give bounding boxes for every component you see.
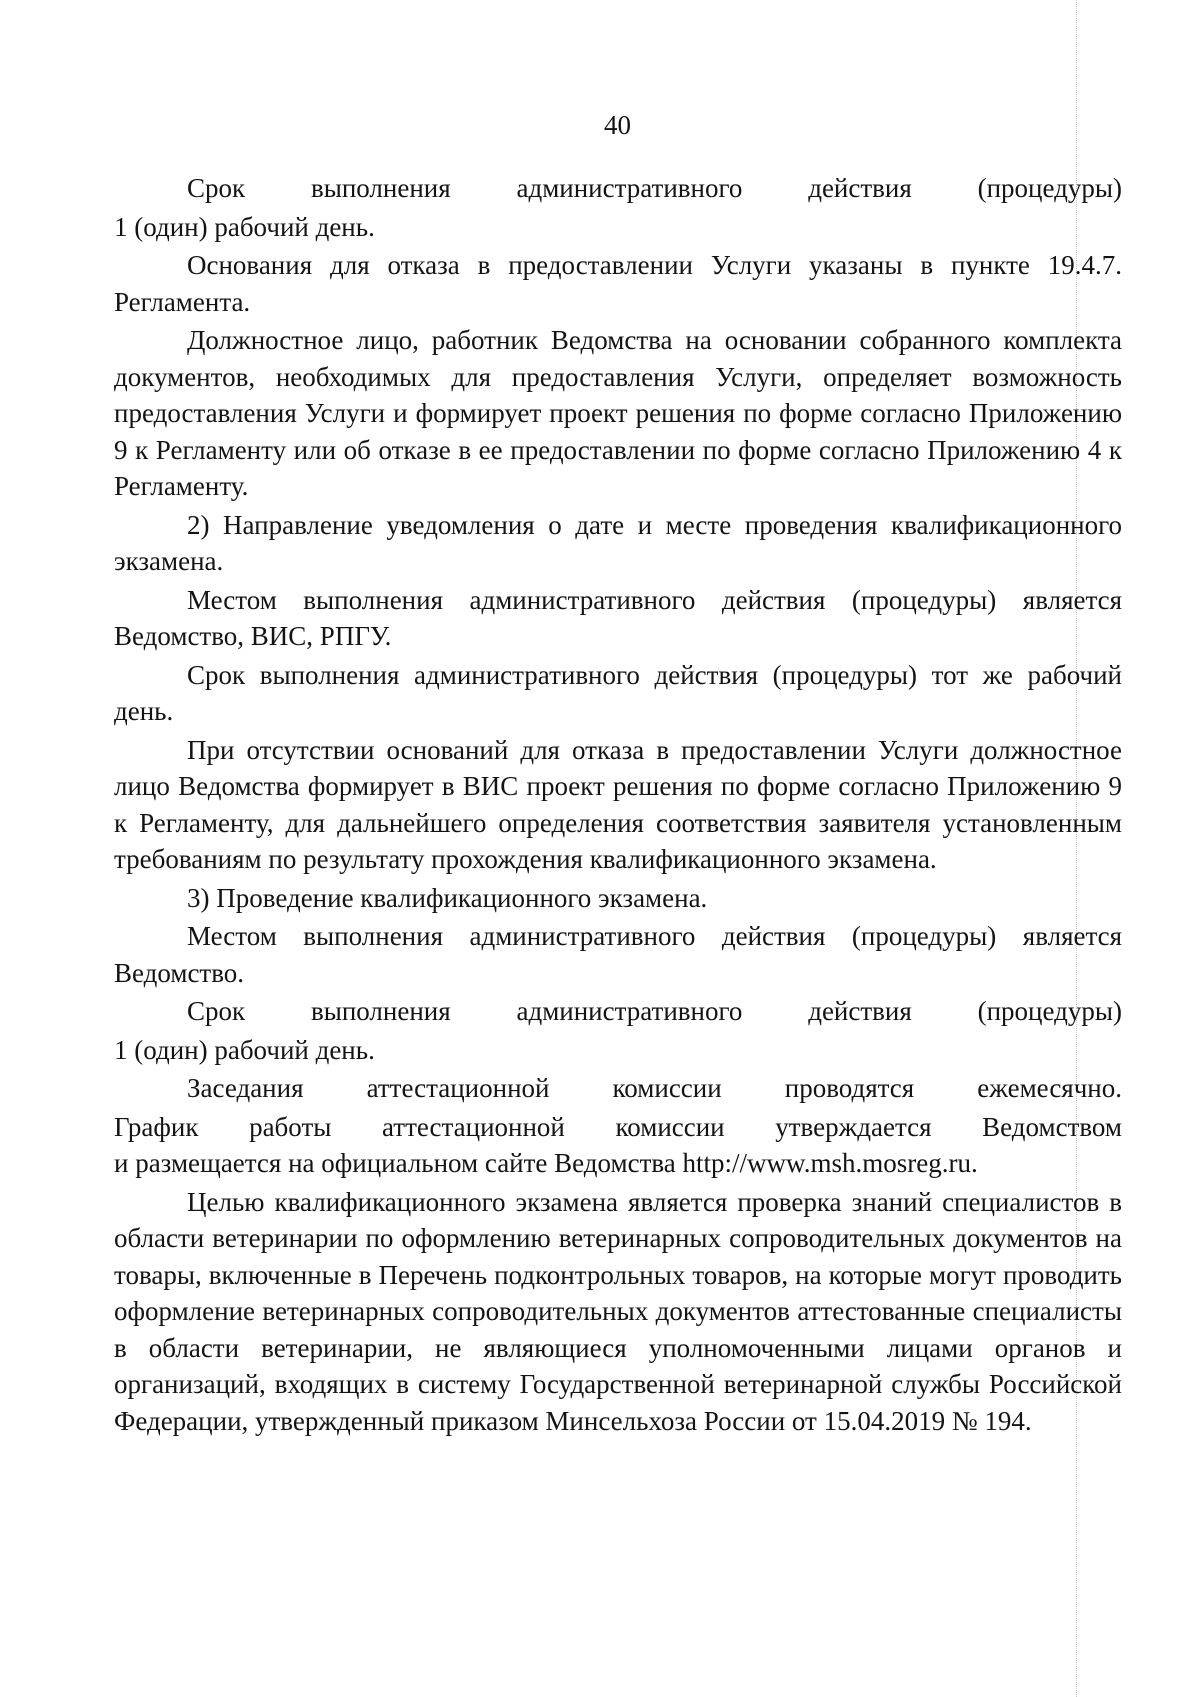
paragraph-10-line-1: Срок выполнения административного действия (процедуры)	[187, 996, 1122, 1026]
paragraph: При отсутствии оснований для отказа в предоставлении Услуги должностное лицо Ведомства формирует в ВИС проект решения по форме согласно Приложению 9 к Регламенту, для дальнейшего определения соответствия заявителя установленным требованиям по результату прохождения квалификационного экзамена.	[114, 734, 1122, 874]
paragraph: Срок выполнения административного действия (процедуры) тот же рабочий день.	[114, 659, 1122, 726]
paragraph: Местом выполнения административного действия (процедуры) является Ведомство.	[114, 921, 1122, 988]
paragraph-11-line-1: Заседания аттестационной комиссии проводятся ежемесячно.	[187, 1073, 1122, 1103]
paragraph-1-line-2: 1 (один) рабочий день.	[114, 211, 375, 242]
paragraph-1-line-1: Срок выполнения административного действия (процедуры)	[187, 173, 1122, 203]
paragraph-11-line-3: и размещается на официальном сайте Ведомства http://www.msh.mosreg.ru.	[114, 1148, 978, 1178]
paragraph: Основания для отказа в предоставлении Услуги указаны в пункте 19.4.7. Регламента.	[114, 250, 1122, 317]
paragraph: 2) Направление уведомления о дате и месте проведения квалификационного экзамена.	[114, 509, 1122, 576]
page-number: 40	[604, 110, 631, 140]
paragraph: Целью квалификационного экзамена является проверка знаний специалистов в области ветеринарии по оформлению ветеринарных сопроводительных документов на товары, включенные в Перечень подконтрольных товаров, на которые могут проводить оформление ветеринарных сопроводительных документов аттестованные специалисты в области ветеринарии, не являющиеся уполномоченными лицами органов и организаций, входящих в систему Государственной ветеринарной службы Российской Федерации, утвержденный приказом Минсельхоза России от 15.04.2019 № 194.	[114, 1186, 1122, 1436]
paragraph: Местом выполнения административного действия (процедуры) является Ведомство, ВИС, РПГУ.	[114, 584, 1122, 651]
document-body	[114, 170, 1122, 1441]
paragraph: Должностное лицо, работник Ведомства на основании собранного комплекта документов, необходимых для предоставления Услуги, определяет возможность предоставления Услуги и формирует проект решения по форме согласно Приложению 9 к Регламенту или об отказе в ее предоставлении по форме согласно Приложению 4 к Регламенту.	[114, 325, 1122, 501]
paragraph: 3) Проведение квалификационного экзамена.	[187, 882, 708, 913]
paragraph-10-line-2: 1 (один) рабочий день.	[114, 1034, 375, 1065]
paragraph-11-line-2: График работы аттестационной комиссии утверждается Ведомством	[114, 1111, 1122, 1142]
